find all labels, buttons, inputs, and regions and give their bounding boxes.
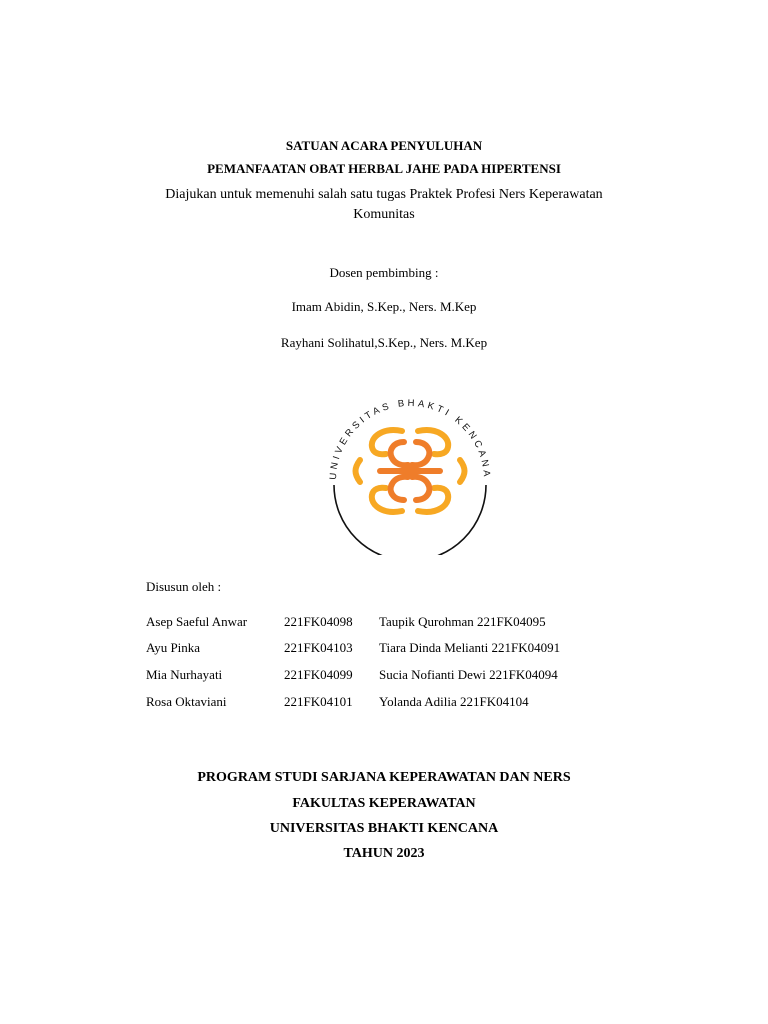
- faculty-name: FAKULTAS KEPERAWATAN: [292, 796, 476, 811]
- study-program: PROGRAM STUDI SARJANA KEPERAWATAN DAN NERS: [197, 770, 571, 785]
- document-title: SATUAN ACARA PENYULUHAN: [285, 138, 483, 153]
- author-name: Mia Nurhayati: [146, 667, 223, 682]
- document-topic: PEMANFAATAN OBAT HERBAL JAHE PADA HIPERTENSI: [207, 161, 561, 176]
- author-name: Asep Saeful Anwar: [146, 614, 248, 629]
- author-name-nim: Tiara Dinda Melianti 221FK04091: [379, 640, 561, 655]
- author-nim: 221FK04098: [284, 614, 353, 629]
- purpose-line-1: Diajukan untuk memenuhi salah satu tugas Praktek Profesi Ners Keperawatan: [165, 187, 603, 202]
- year: TAHUN 2023: [343, 846, 425, 861]
- purpose-line-2: Komunitas: [353, 207, 415, 222]
- author-name-nim: Taupik Qurohman 221FK04095: [379, 614, 546, 629]
- author-name-nim: Sucia Nofianti Dewi 221FK04094: [379, 667, 558, 682]
- author-nim: 221FK04101: [284, 694, 353, 709]
- authors-label: Disusun oleh :: [146, 579, 222, 594]
- author-nim: 221FK04099: [284, 667, 353, 682]
- author-name: Ayu Pinka: [146, 640, 201, 655]
- author-name: Rosa Oktaviani: [146, 694, 227, 709]
- author-nim: 221FK04103: [284, 640, 353, 655]
- logo-ring-arc: [334, 485, 486, 555]
- author-name-nim: Yolanda Adilia 221FK04104: [379, 694, 529, 709]
- logo-ring-text: UNIVERSITAS BHAKTI KENCANA: [327, 397, 493, 481]
- advisor-name: Imam Abidin, S.Kep., Ners. M.Kep: [291, 299, 477, 314]
- advisor-label: Dosen pembimbing :: [329, 265, 439, 280]
- university-name: UNIVERSITAS BHAKTI KENCANA: [269, 821, 499, 836]
- university-logo: [320, 380, 500, 555]
- advisor-name: Rayhani Solihatul,S.Kep., Ners. M.Kep: [280, 335, 488, 350]
- flower-motif-icon: [356, 430, 465, 512]
